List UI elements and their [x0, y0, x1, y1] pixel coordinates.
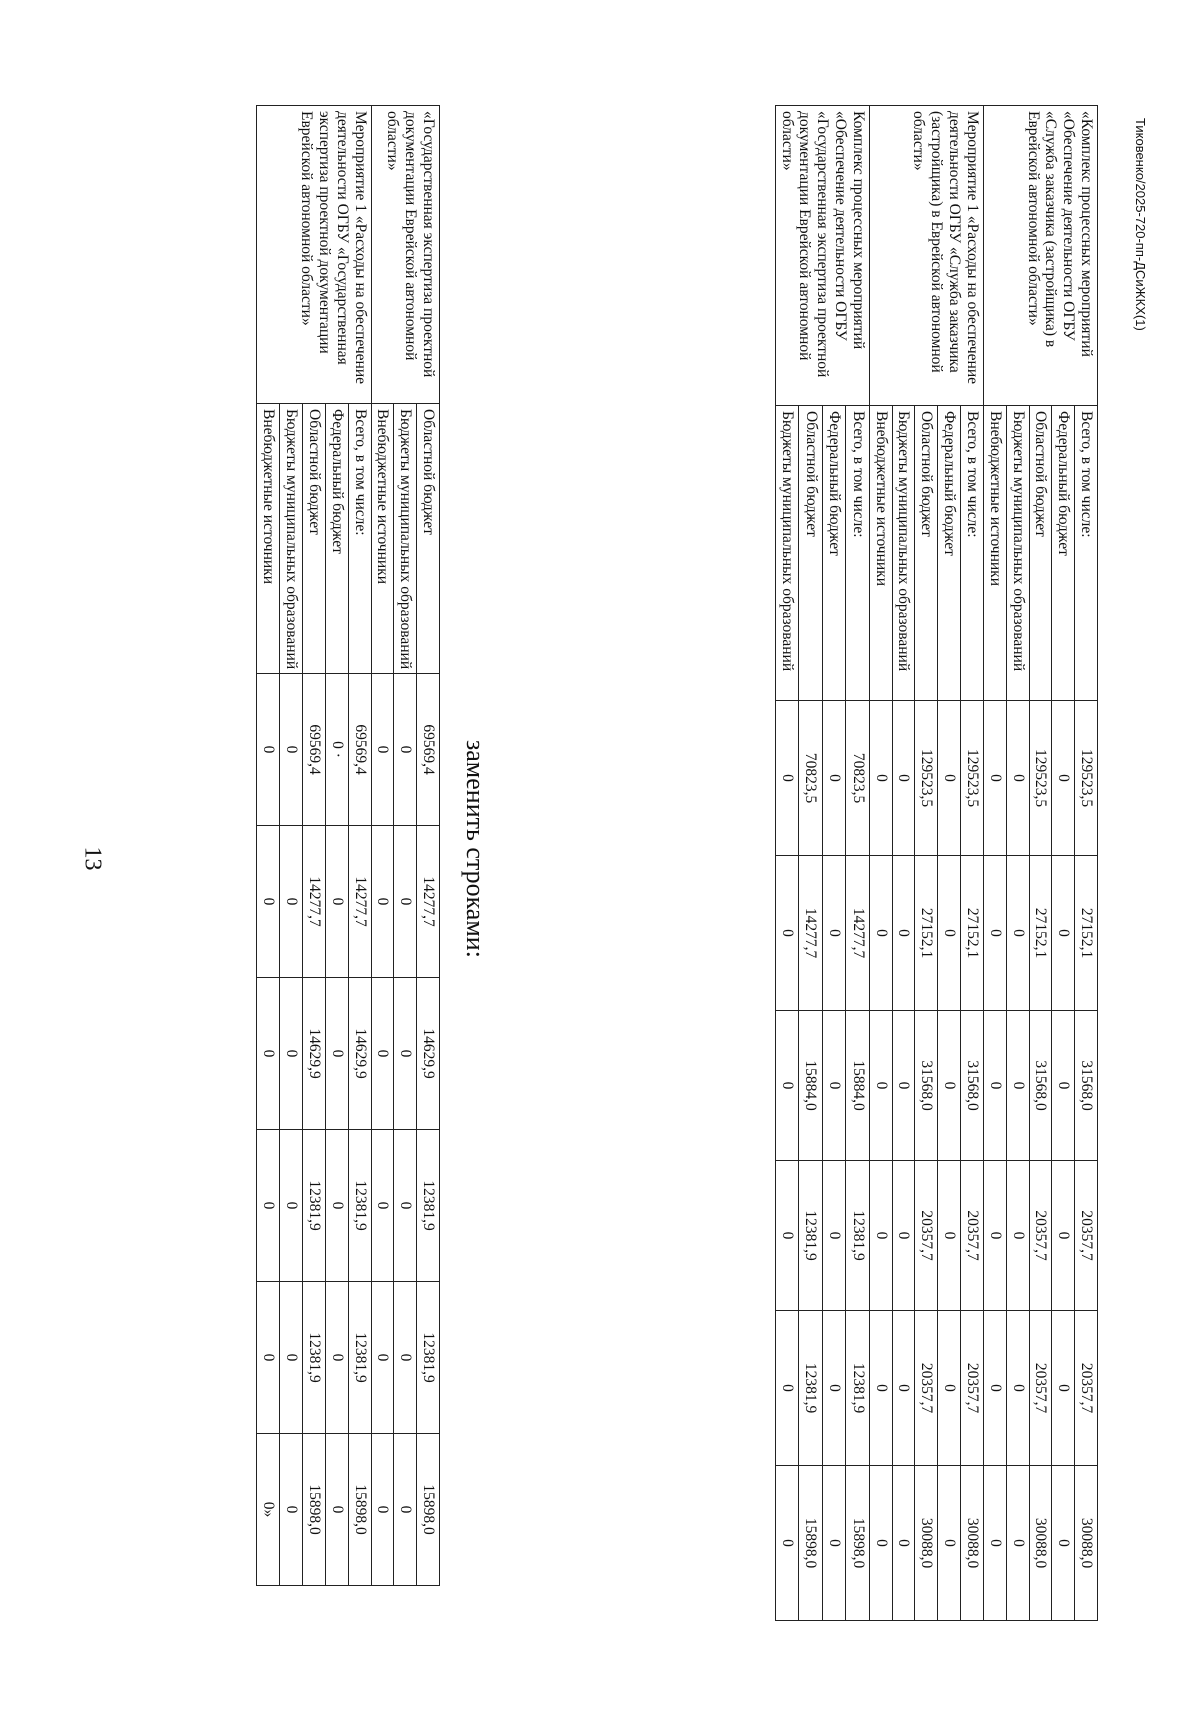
- table-before-amount-cell: 0: [325, 1130, 348, 1282]
- table-before-funding-source: Бюджеты муниципальных образований: [280, 404, 303, 674]
- table-before-amount-cell: 0: [257, 674, 280, 826]
- table-after-amount-cell: 0: [938, 1161, 961, 1311]
- table-after-amount-cell: 31568,0: [1029, 1011, 1052, 1161]
- table-after-funding-source: Бюджеты муниципальных образований: [1006, 406, 1029, 701]
- table-after-amount-cell: 20357,7: [915, 1311, 938, 1466]
- table-after-amount-cell: 30088,0: [1075, 1466, 1098, 1621]
- table-after-amount-cell: 129523,5: [1075, 701, 1098, 856]
- table-before-amount-cell: 14629,9: [303, 978, 326, 1130]
- table-after-amount-cell: 0: [892, 1311, 915, 1466]
- table-before-amount-cell: 14277,7: [348, 826, 371, 978]
- table-after-amount-cell: 0: [1052, 1311, 1075, 1466]
- table-before-amount-cell: 12381,9: [417, 1130, 440, 1282]
- table-after-amount-cell: 27152,1: [915, 856, 938, 1011]
- table-after-amount-cell: 0: [983, 1311, 1006, 1466]
- table-after-funding-source: Областной бюджет: [915, 406, 938, 701]
- table-after-amount-cell: 0: [869, 1311, 892, 1466]
- table-after-amount-cell: 0: [1052, 1161, 1075, 1311]
- table-after-amount-cell: 0: [983, 1161, 1006, 1311]
- table-after-amount-cell: 31568,0: [1075, 1011, 1098, 1161]
- table-before-amount-cell: 69569,4: [417, 674, 440, 826]
- table-before-amount-cell: 0: [394, 1434, 417, 1586]
- table-after-amount-cell: 31568,0: [961, 1011, 984, 1161]
- table-after-program-name: «Комплекс процессных мероприятий «Обеспечение деятельности ОГБУ «Служба заказчика (застройщика) в Еврейской автономной области»: [983, 106, 1097, 406]
- table-after-funding-source: Бюджеты муниципальных образований: [775, 406, 799, 701]
- table-after-amount-cell: 0: [1052, 1011, 1075, 1161]
- table-before-amount-cell: 0: [257, 826, 280, 978]
- table-before-funding-source: Областной бюджет: [303, 404, 326, 674]
- table-after-amount-cell: 0: [822, 701, 846, 856]
- table-after-amount-cell: 0: [1006, 1011, 1029, 1161]
- table-before-amount-cell: 0: [280, 1434, 303, 1586]
- table-before-amount-cell: 0: [325, 1434, 348, 1586]
- table-before-row: [417, 106, 440, 1586]
- table-after-amount-cell: 30088,0: [1029, 1466, 1052, 1621]
- table-after-funding-source: Областной бюджет: [799, 406, 823, 701]
- table-after-amount-cell: 0: [1006, 856, 1029, 1011]
- table-before-amount-cell: 12381,9: [303, 1130, 326, 1282]
- table-before-funding-source: Внебюджетные источники: [371, 404, 394, 674]
- table-after-amount-cell: 20357,7: [1029, 1161, 1052, 1311]
- table-before-wrapper: [257, 105, 441, 1586]
- table-before-amount-cell: 0: [394, 978, 417, 1130]
- table-after-amount-cell: 0: [822, 856, 846, 1011]
- table-before-amount-cell: 0: [371, 1282, 394, 1434]
- table-before-amount-cell: 12381,9: [417, 1282, 440, 1434]
- table-after-amount-cell: 0: [938, 1311, 961, 1466]
- table-after-amount-cell: 0: [822, 1311, 846, 1466]
- table-after-funding-source: Всего, в том числе:: [1075, 406, 1098, 701]
- table-before-amount-cell: 0: [280, 1282, 303, 1434]
- table-after-amount-cell: 0: [983, 701, 1006, 856]
- table-after-amount-cell: 20357,7: [1075, 1161, 1098, 1311]
- table-after-amount-cell: 0: [822, 1161, 846, 1311]
- table-after-amount-cell: 15898,0: [846, 1466, 870, 1621]
- table-after-amount-cell: 20357,7: [961, 1311, 984, 1466]
- table-after-funding-source: Федеральный бюджет: [1052, 406, 1075, 701]
- table-after-amount-cell: 70823,5: [799, 701, 823, 856]
- table-after-amount-cell: 0: [822, 1011, 846, 1161]
- table-after-funding-source: Федеральный бюджет: [938, 406, 961, 701]
- table-after-amount-cell: 0: [869, 1011, 892, 1161]
- table-after-funding-source: Федеральный бюджет: [822, 406, 846, 701]
- table-before-funding-source: Внебюджетные источники: [257, 404, 280, 674]
- table-after-funding-source: Внебюджетные источники: [983, 406, 1006, 701]
- table-after-amount-cell: 129523,5: [915, 701, 938, 856]
- table-after-funding-source: Всего, в том числе:: [846, 406, 870, 701]
- table-before-amount-cell: 69569,4: [303, 674, 326, 826]
- table-before-amount-cell: 0: [371, 1130, 394, 1282]
- table-after-amount-cell: 0: [775, 1466, 799, 1621]
- table-after-program-name: Комплекс процессных мероприятий «Обеспечение деятельности ОГБУ «Государственная экспертиза проектной документации Еврейской автономной области»: [775, 106, 869, 406]
- table-before-amount-cell: 0: [280, 826, 303, 978]
- table-before-amount-cell: 0: [394, 674, 417, 826]
- table-after-amount-cell: 20357,7: [915, 1161, 938, 1311]
- table-before-amount-cell: 0: [394, 1130, 417, 1282]
- table-before-amount-cell: 0: [280, 978, 303, 1130]
- table-after-amount-cell: 27152,1: [1075, 856, 1098, 1011]
- table-before-funding-source: Всего, в том числе:: [348, 404, 371, 674]
- table-after-program-name: Мероприятие 1 «Расходы на обеспечение деятельности ОГБУ «Служба заказчика (застройщика) в Еврейской автономной области»: [869, 106, 983, 406]
- table-before-amount-cell: 0: [394, 826, 417, 978]
- table-after-amount-cell: 0: [1006, 1161, 1029, 1311]
- table-after-amount-cell: 0: [892, 1466, 915, 1621]
- table-after-amount-cell: 0: [869, 701, 892, 856]
- table-before-amount-cell: 14629,9: [417, 978, 440, 1130]
- table-before-amount-cell: 15898,0: [348, 1434, 371, 1586]
- table-before-amount-cell: 15898,0: [417, 1434, 440, 1586]
- table-after-row: [961, 106, 984, 1621]
- table-after-amount-cell: 129523,5: [1029, 701, 1052, 856]
- table-after-amount-cell: 14277,7: [846, 856, 870, 1011]
- table-after-amount-cell: 0: [892, 856, 915, 1011]
- table-before-amount-cell: 0: [325, 1282, 348, 1434]
- table-after-funding-source: Внебюджетные источники: [869, 406, 892, 701]
- table-after-amount-cell: 30088,0: [915, 1466, 938, 1621]
- table-before-program-name: «Государственная экспертиза проектной документации Еврейской автономной области»: [371, 106, 439, 404]
- table-before: [257, 105, 441, 1586]
- table-after-amount-cell: 0: [775, 701, 799, 856]
- table-after-amount-cell: 0: [1052, 1466, 1075, 1621]
- table-after-amount-cell: 70823,5: [846, 701, 870, 856]
- table-after-amount-cell: 0: [869, 1466, 892, 1621]
- table-after-amount-cell: 0: [1006, 1311, 1029, 1466]
- table-before-amount-cell: 15898,0: [303, 1434, 326, 1586]
- table-before-amount-cell: 0: [257, 978, 280, 1130]
- table-after-amount-cell: 31568,0: [915, 1011, 938, 1161]
- table-before-amount-cell: 69569,4: [348, 674, 371, 826]
- table-after-amount-cell: 0: [938, 701, 961, 856]
- table-before-amount-cell: 0: [280, 674, 303, 826]
- table-before-amount-cell: 14277,7: [303, 826, 326, 978]
- table-after-amount-cell: 0: [983, 1466, 1006, 1621]
- table-after-amount-cell: 30088,0: [961, 1466, 984, 1621]
- table-before-amount-cell: 0: [280, 1130, 303, 1282]
- table-before-amount-cell: 14629,9: [348, 978, 371, 1130]
- table-after-amount-cell: 0: [938, 1466, 961, 1621]
- table-before-amount-cell: 0 ·: [325, 674, 348, 826]
- replace-with-rows-heading: заменить строками:: [461, 740, 490, 958]
- table-after-amount-cell: 12381,9: [799, 1161, 823, 1311]
- table-after-amount-cell: 0: [892, 1161, 915, 1311]
- table-after-amount-cell: 0: [775, 1161, 799, 1311]
- table-after-amount-cell: 0: [775, 1011, 799, 1161]
- table-after-wrapper: [775, 105, 1098, 1621]
- table-before-amount-cell: 0: [371, 978, 394, 1130]
- table-after-amount-cell: 15898,0: [799, 1466, 823, 1621]
- table-after-amount-cell: 0: [1052, 856, 1075, 1011]
- table-after-funding-source: Всего, в том числе:: [961, 406, 984, 701]
- table-after-amount-cell: 0: [892, 701, 915, 856]
- table-after-amount-cell: 0: [822, 1466, 846, 1621]
- table-after-amount-cell: 27152,1: [961, 856, 984, 1011]
- table-before-amount-cell: 0: [325, 978, 348, 1130]
- table-after-amount-cell: 12381,9: [846, 1311, 870, 1466]
- table-before-amount-cell: 0: [394, 1282, 417, 1434]
- table-after-row: [1075, 106, 1098, 1621]
- table-after-amount-cell: 20357,7: [961, 1161, 984, 1311]
- table-before-program-name: Мероприятие 1 «Расходы на обеспечение деятельности ОГБУ «Государственная экспертиза проектной документации Еврейской автономной области»: [257, 106, 371, 404]
- table-before-amount-cell: 0: [371, 826, 394, 978]
- table-before-funding-source: Областной бюджет: [417, 404, 440, 674]
- table-after-amount-cell: 20357,7: [1075, 1311, 1098, 1466]
- table-before-amount-cell: 12381,9: [348, 1282, 371, 1434]
- table-after-amount-cell: 14277,7: [799, 856, 823, 1011]
- table-after-amount-cell: 12381,9: [799, 1311, 823, 1466]
- table-after-amount-cell: 27152,1: [1029, 856, 1052, 1011]
- table-after-amount-cell: 0: [775, 1311, 799, 1466]
- table-after-amount-cell: 129523,5: [961, 701, 984, 856]
- table-after-amount-cell: 0: [775, 856, 799, 1011]
- table-after-amount-cell: 0: [938, 856, 961, 1011]
- page-number: 13: [79, 846, 106, 871]
- table-before-amount-cell: 12381,9: [303, 1282, 326, 1434]
- table-before-amount-cell: 0: [257, 1130, 280, 1282]
- table-before-funding-source: Федеральный бюджет: [325, 404, 348, 674]
- table-after-amount-cell: 0: [892, 1011, 915, 1161]
- table-before-amount-cell: 12381,9: [348, 1130, 371, 1282]
- table-after-amount-cell: 0: [1006, 701, 1029, 856]
- table-after-amount-cell: 0: [869, 856, 892, 1011]
- table-after-amount-cell: 15884,0: [799, 1011, 823, 1161]
- table-after-amount-cell: 0: [983, 1011, 1006, 1161]
- table-after-row: [846, 106, 870, 1621]
- document-footer-code: Тиковенко/2025-720-пп-ДСиЖКХ(1): [1133, 118, 1148, 331]
- table-after: [775, 105, 1098, 1621]
- table-after-amount-cell: 0: [869, 1161, 892, 1311]
- table-before-row: [348, 106, 371, 1586]
- table-after-amount-cell: 0: [1006, 1466, 1029, 1621]
- table-after-amount-cell: 0: [1052, 701, 1075, 856]
- table-before-amount-cell: 0: [371, 1434, 394, 1586]
- table-before-amount-cell: 0»: [257, 1434, 280, 1586]
- table-before-funding-source: Бюджеты муниципальных образований: [394, 404, 417, 674]
- table-before-amount-cell: 0: [325, 826, 348, 978]
- table-after-amount-cell: 0: [938, 1011, 961, 1161]
- table-before-amount-cell: 14277,7: [417, 826, 440, 978]
- table-after-amount-cell: 15884,0: [846, 1011, 870, 1161]
- table-after-amount-cell: 12381,9: [846, 1161, 870, 1311]
- table-before-amount-cell: 0: [257, 1282, 280, 1434]
- table-after-funding-source: Областной бюджет: [1029, 406, 1052, 701]
- table-after-funding-source: Бюджеты муниципальных образований: [892, 406, 915, 701]
- table-after-amount-cell: 0: [983, 856, 1006, 1011]
- table-before-amount-cell: 0: [371, 674, 394, 826]
- table-after-amount-cell: 20357,7: [1029, 1311, 1052, 1466]
